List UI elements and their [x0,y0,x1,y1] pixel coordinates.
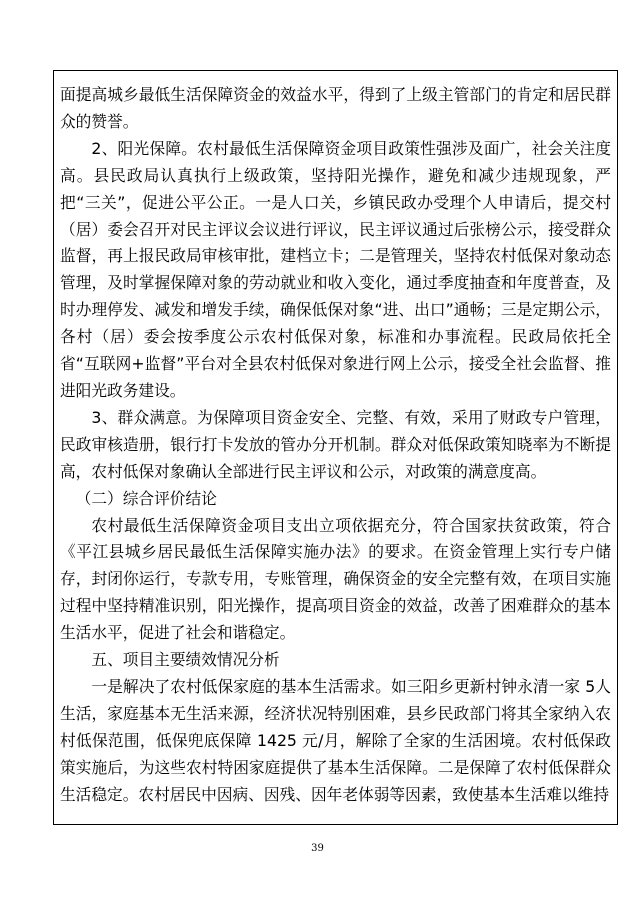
paragraph-performance-analysis: 一是解决了农村低保家庭的基本生活需求。如三阳乡更新村钟永清一家 5人生活，家庭基本无生活来源，经济状况特别困难，县乡民政部门将其全家纳入农村低保范围，低保兜底保障 1425 元/月，解除了全家的生活困境。农村低保政策实施后，为这些农村特困家庭提供了基本生活保障。二是保障了农村低保群众生活稳定。农村居民中因病、因残、因年老体弱等因素，致使基本生活难以维持 [60,676,611,804]
content-frame [53,70,618,825]
paragraph-public-satisfaction: 3、群众满意。为保障项目资金安全、完整、有效，采用了财政专户管理，民政审核造册，银行打卡发放的管办分开机制。群众对低保政策知晓率为不断提高，农村低保对象确认全部进行民主评议和公示，对政策的满意度高。 [60,407,611,481]
section-heading-evaluation-conclusion: （二）综合评价结论 [75,488,217,508]
paragraph-evaluation-conclusion: 农村最低生活保障资金项目支出立项依据充分，符合国家扶贫政策，符合《平江县城乡居民最低生活保障实施办法》的要求。在资金管理上实行专户储存，封闭你运行，专款专用，专账管理，确保资金的安全完整有效，在项目实施过程中坚持精准识别，阳光操作，提高项目资金的效益，改善了困难群众的基本生活水平，促进了社会和谐稳定。 [60,515,611,643]
paragraph-continuation: 面提高城乡最低生活保障资金的效益水平，得到了上级主管部门的肯定和居民群众的赞誉。 [60,85,611,131]
body-text [60,82,611,808]
section-heading-performance-analysis: 五、项目主要绩效情况分析 [91,650,280,670]
paragraph-sunshine-guarantee: 2、阳光保障。农村最低生活保障资金项目政策性强涉及面广，社会关注度高。县民政局认真执行上级政策，坚持阳光操作，避免和减少违规现象，严把“三关”，促进公平公正。一是人口关，乡镇民政办受理个人申请后，提交村（居）委会召开对民主评议会议进行评议，民主评议通过后张榜公示，接受群众监督，再上报民政局审核审批，建档立卡；二是管理关，坚持农村低保对象动态管理，及时掌握保障对象的劳动就业和收入变化，通过季度抽查和年度普查，及时办理停发、减发和增发手续，确保低保对象“进、出口”通畅；三是定期公示，各村（居）委会按季度公示农村低保对象，标准和办事流程。民政局依托全省“互联网+监督”平台对全县农村低保对象进行网上公示，接受全社会监督、推进阳光政务建设。 [60,138,611,400]
page-number: 39 [311,843,324,854]
